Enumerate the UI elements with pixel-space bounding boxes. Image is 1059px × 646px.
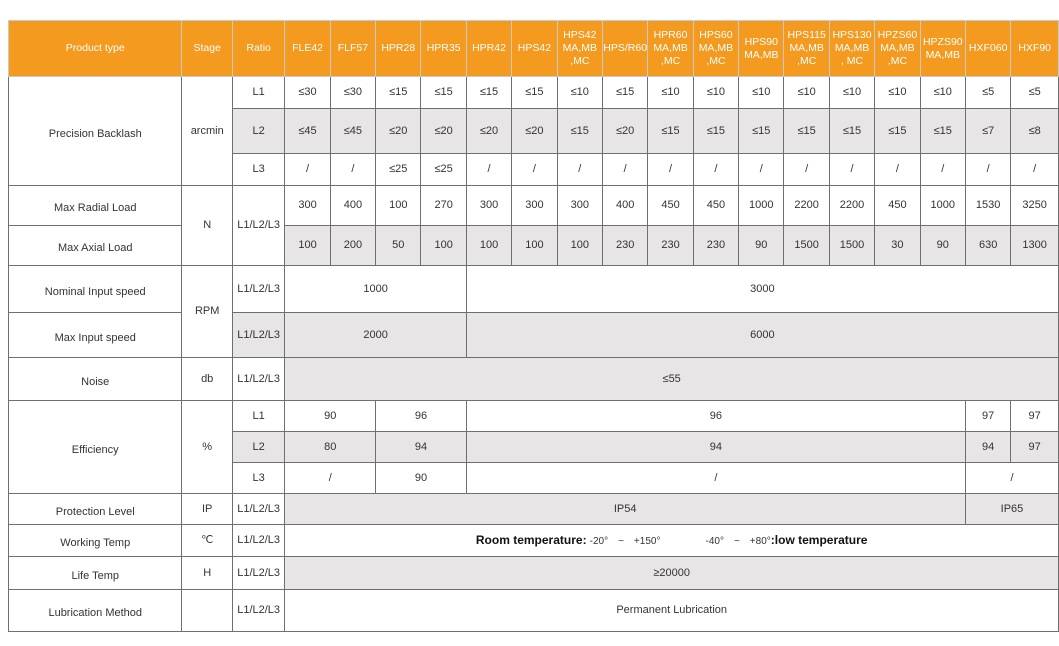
ratio-cell: L1/L2/L3 [232, 494, 284, 525]
value-cell: ≤10 [648, 77, 693, 109]
value-cell: 450 [648, 186, 693, 226]
ratio-cell: L3 [232, 463, 284, 494]
value-cell: 1000 [920, 186, 965, 226]
ratio-cell: L2 [232, 109, 284, 154]
unit-load: N [182, 186, 232, 266]
nominal-speed-a: 1000 [285, 266, 467, 313]
ratio-cell: L1/L2/L3 [232, 313, 284, 358]
label-noise: Noise [9, 358, 182, 401]
unit-speed: RPM [182, 266, 232, 358]
value-cell: ≤30 [285, 77, 330, 109]
header-model: FLE42 [285, 21, 330, 77]
value-cell: ≤30 [330, 77, 375, 109]
value-cell: ≤5 [1011, 77, 1059, 109]
value-cell: ≤15 [920, 109, 965, 154]
row-lubrication [9, 590, 1059, 632]
ratio-cell: L1/L2/L3 [232, 590, 284, 632]
header-model: HPS42 [512, 21, 557, 77]
row-nominal-speed [9, 266, 1059, 313]
value-cell: 230 [693, 226, 738, 266]
unit-working-temp: ℃ [182, 525, 232, 557]
row-noise [9, 358, 1059, 401]
value-cell: ≤15 [648, 109, 693, 154]
header-ratio: Ratio [232, 21, 284, 77]
value-cell: 270 [421, 186, 466, 226]
value-cell: ≤10 [920, 77, 965, 109]
unit-life-temp: H [182, 557, 232, 590]
ratio-load: L1/L2/L3 [232, 186, 284, 266]
value-cell: ≤10 [739, 77, 784, 109]
value-cell: / [648, 154, 693, 186]
row-working-temp [9, 525, 1059, 557]
header-model: HPR60 MA,MB ,MC [648, 21, 693, 77]
value-cell: 300 [512, 186, 557, 226]
value-cell: 1500 [829, 226, 874, 266]
ratio-cell: L3 [232, 154, 284, 186]
eff-l3-v2: 90 [376, 463, 467, 494]
value-cell: 100 [421, 226, 466, 266]
eff-l2-v2: 94 [376, 432, 467, 463]
value-cell: ≤15 [784, 109, 829, 154]
protection-b: IP65 [965, 494, 1058, 525]
label-protection: Protection Level [9, 494, 182, 525]
header-model: HPS115 MA,MB ,MC [784, 21, 829, 77]
eff-l1-v1: 90 [285, 401, 376, 432]
spec-table [8, 20, 1059, 632]
value-cell: 230 [648, 226, 693, 266]
value-cell: ≤15 [421, 77, 466, 109]
value-cell: / [602, 154, 647, 186]
header-model: HPS42 MA,MB ,MC [557, 21, 602, 77]
value-cell: ≤20 [421, 109, 466, 154]
header-model: FLF57 [330, 21, 375, 77]
value-cell: 100 [466, 226, 511, 266]
header-model: HPR42 [466, 21, 511, 77]
eff-l3-v4: / [965, 463, 1058, 494]
label-working-temp: Working Temp [9, 525, 182, 557]
eff-l3-v3: / [466, 463, 965, 494]
row-radial-load [9, 186, 1059, 226]
value-cell: 100 [557, 226, 602, 266]
value-cell: ≤15 [875, 109, 920, 154]
value-cell: ≤15 [829, 109, 874, 154]
nominal-speed-b: 3000 [466, 266, 1058, 313]
value-cell: / [1011, 154, 1059, 186]
header-model: HPS130 MA,MB , MC [829, 21, 874, 77]
value-cell: ≤15 [466, 77, 511, 109]
value-cell: / [965, 154, 1010, 186]
value-cell: 90 [920, 226, 965, 266]
eff-l1-v3: 96 [466, 401, 965, 432]
header-model: HPS60 MA,MB ,MC [693, 21, 738, 77]
value-cell: 100 [376, 186, 421, 226]
label-efficiency: Efficiency [9, 401, 182, 494]
eff-l2-v4: 94 [965, 432, 1010, 463]
header-model: HXF060 [965, 21, 1010, 77]
value-cell: ≤20 [466, 109, 511, 154]
lubrication-value: Permanent Lubrication [285, 590, 1059, 632]
value-cell: ≤45 [285, 109, 330, 154]
working-temp-value [285, 525, 1059, 557]
value-cell: 450 [693, 186, 738, 226]
label-backlash: Precision Backlash [9, 77, 182, 186]
header-model: HPS/R60 [602, 21, 647, 77]
eff-l1-v4: 97 [965, 401, 1010, 432]
low-temp-range: -40° ~ +80° [705, 535, 771, 547]
value-cell: / [875, 154, 920, 186]
header-model: HPR28 [376, 21, 421, 77]
value-cell: 200 [330, 226, 375, 266]
header-model: HXF90 [1011, 21, 1059, 77]
value-cell: ≤25 [421, 154, 466, 186]
row-efficiency-l1 [9, 401, 1059, 432]
room-temp-range: -20° ~ +150° [589, 535, 661, 547]
row-max-speed [9, 313, 1059, 358]
row-axial-load [9, 226, 1059, 266]
ratio-cell: L1/L2/L3 [232, 557, 284, 590]
value-cell: ≤20 [602, 109, 647, 154]
value-cell: 100 [285, 226, 330, 266]
value-cell: ≤15 [512, 77, 557, 109]
row-protection [9, 494, 1059, 525]
header-model: HPS90 MA,MB [739, 21, 784, 77]
value-cell: 450 [875, 186, 920, 226]
value-cell: ≤15 [376, 77, 421, 109]
value-cell: 400 [330, 186, 375, 226]
header-stage: Stage [182, 21, 232, 77]
unit-backlash: arcmin [182, 77, 232, 186]
ratio-cell: L2 [232, 432, 284, 463]
value-cell: ≤20 [376, 109, 421, 154]
value-cell: 400 [602, 186, 647, 226]
value-cell: ≤8 [1011, 109, 1059, 154]
eff-l1-v2: 96 [376, 401, 467, 432]
value-cell: ≤10 [557, 77, 602, 109]
label-nominal-speed: Nominal Input speed [9, 266, 182, 313]
value-cell: 3250 [1011, 186, 1059, 226]
label-axial-load: Max Axial Load [9, 226, 182, 266]
header-model: HPZS60 MA,MB ,MC [875, 21, 920, 77]
ratio-cell: L1/L2/L3 [232, 525, 284, 557]
value-cell: / [512, 154, 557, 186]
ratio-cell: L1/L2/L3 [232, 266, 284, 313]
value-cell: 300 [285, 186, 330, 226]
label-radial-load: Max Radial Load [9, 186, 182, 226]
value-cell: ≤20 [512, 109, 557, 154]
value-cell: 1300 [1011, 226, 1059, 266]
value-cell: ≤15 [557, 109, 602, 154]
low-temp-suffix: :low temperature [770, 532, 868, 547]
value-cell: 300 [466, 186, 511, 226]
eff-l2-v1: 80 [285, 432, 376, 463]
life-temp-value: ≥20000 [285, 557, 1059, 590]
value-cell: / [829, 154, 874, 186]
eff-l1-v5: 97 [1011, 401, 1059, 432]
value-cell: 30 [875, 226, 920, 266]
ratio-cell: L1/L2/L3 [232, 358, 284, 401]
label-lubrication: Lubrication Method [9, 590, 182, 632]
ratio-cell: L1 [232, 401, 284, 432]
value-cell: 230 [602, 226, 647, 266]
max-speed-a: 2000 [285, 313, 467, 358]
max-speed-b: 6000 [466, 313, 1058, 358]
value-cell: / [285, 154, 330, 186]
row-backlash-l1 [9, 77, 1059, 109]
eff-l2-v5: 97 [1011, 432, 1059, 463]
value-cell: / [739, 154, 784, 186]
room-temp-prefix: Room temperature: [475, 532, 587, 547]
unit-protection: IP [182, 494, 232, 525]
value-cell: 100 [512, 226, 557, 266]
value-cell: 1000 [739, 186, 784, 226]
eff-l2-v3: 94 [466, 432, 965, 463]
value-cell: ≤10 [829, 77, 874, 109]
value-cell: ≤10 [784, 77, 829, 109]
value-cell: ≤15 [602, 77, 647, 109]
value-cell: / [330, 154, 375, 186]
header-product-type: Product type [9, 21, 182, 77]
value-cell: 2200 [784, 186, 829, 226]
value-cell: / [920, 154, 965, 186]
value-cell: / [784, 154, 829, 186]
header-model: HPR35 [421, 21, 466, 77]
value-cell: ≤10 [693, 77, 738, 109]
label-life-temp: Life Temp [9, 557, 182, 590]
value-cell: / [557, 154, 602, 186]
eff-l3-v1: / [285, 463, 376, 494]
value-cell: 630 [965, 226, 1010, 266]
value-cell: ≤15 [693, 109, 738, 154]
noise-value: ≤55 [285, 358, 1059, 401]
value-cell: / [466, 154, 511, 186]
value-cell: ≤25 [376, 154, 421, 186]
value-cell: ≤7 [965, 109, 1010, 154]
value-cell: 1530 [965, 186, 1010, 226]
value-cell: 50 [376, 226, 421, 266]
protection-a: IP54 [285, 494, 966, 525]
value-cell: ≤10 [875, 77, 920, 109]
value-cell: 300 [557, 186, 602, 226]
value-cell: ≤45 [330, 109, 375, 154]
value-cell: / [693, 154, 738, 186]
value-cell: ≤5 [965, 77, 1010, 109]
header-row [9, 21, 1059, 77]
unit-noise: db [182, 358, 232, 401]
row-life-temp [9, 557, 1059, 590]
value-cell: ≤15 [739, 109, 784, 154]
value-cell: 2200 [829, 186, 874, 226]
ratio-cell: L1 [232, 77, 284, 109]
unit-lubrication [182, 590, 232, 632]
label-max-speed: Max Input speed [9, 313, 182, 358]
value-cell: 1500 [784, 226, 829, 266]
value-cell: 90 [739, 226, 784, 266]
unit-efficiency: % [182, 401, 232, 494]
header-model: HPZS90 MA,MB [920, 21, 965, 77]
